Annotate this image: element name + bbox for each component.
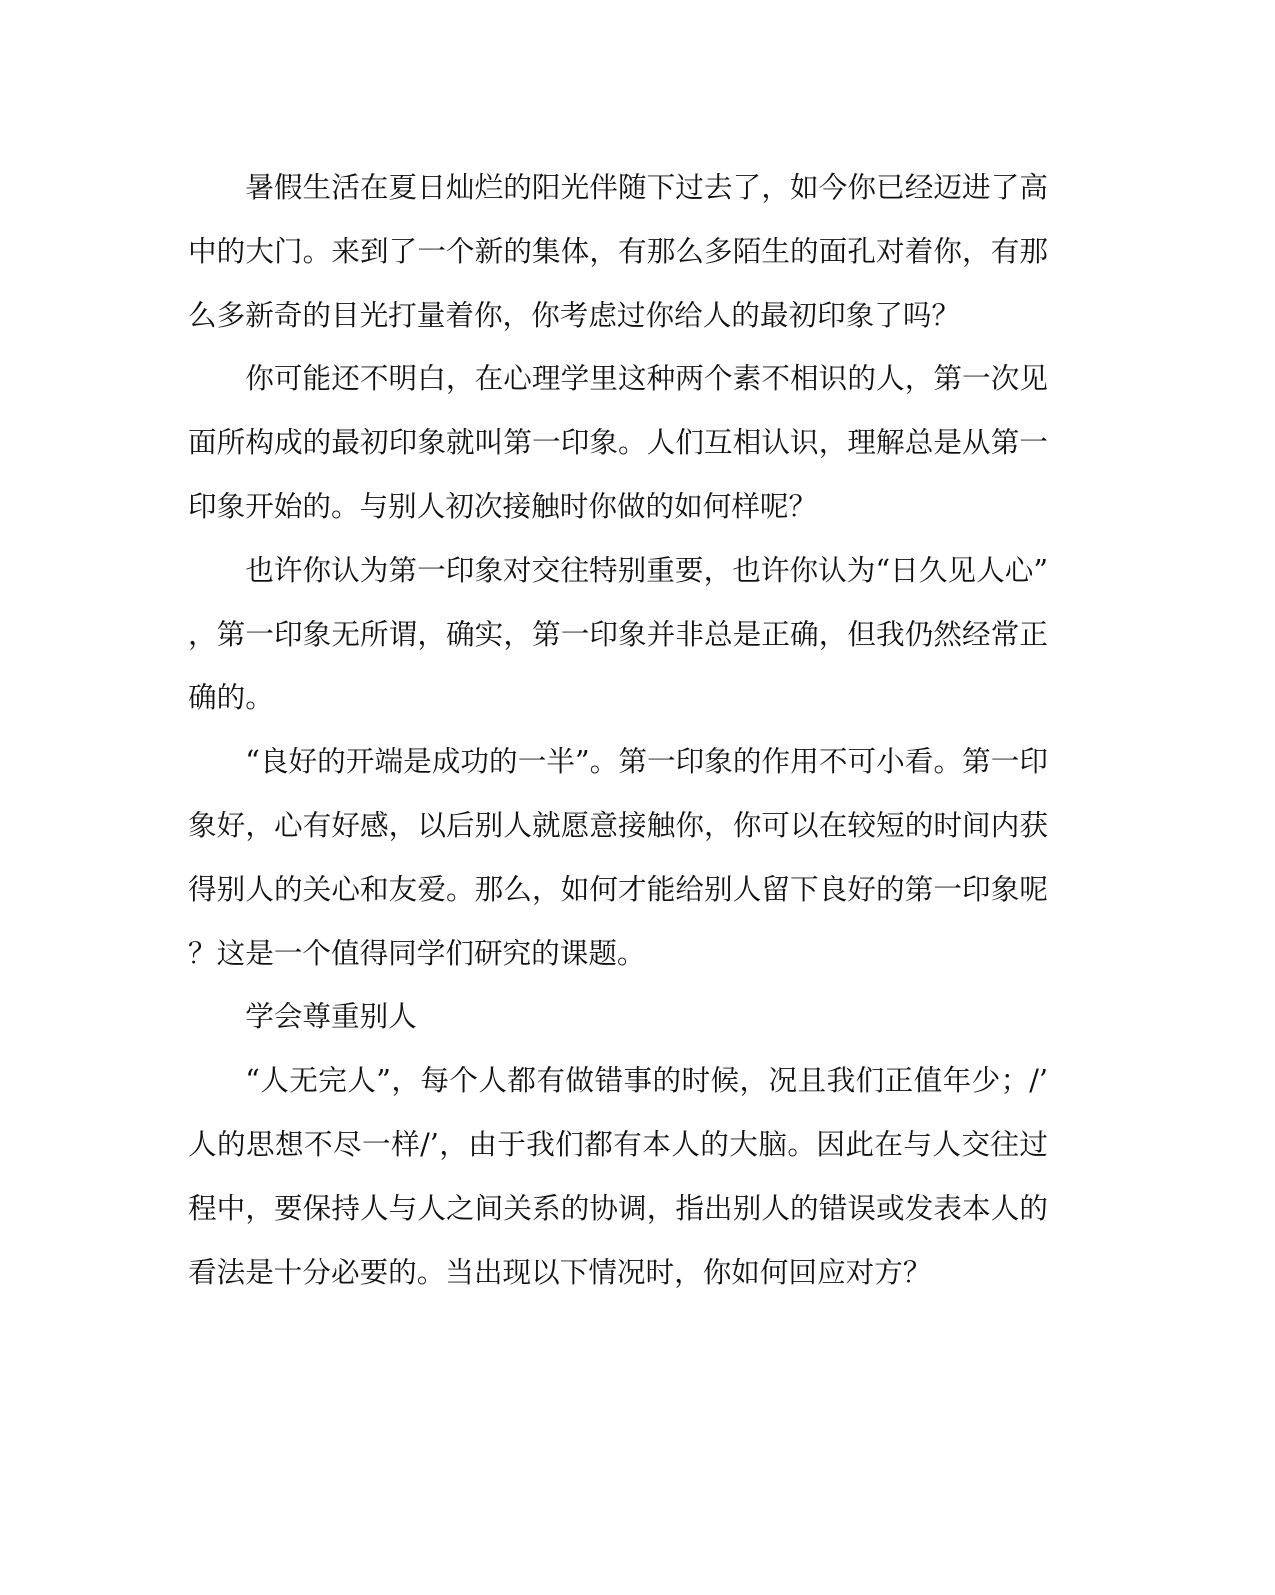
paragraph-good-start: “良好的开端是成功的一半”。第一印象的作用不可小看。第一印象好，心有好感，以后别人就愿意接触你，你可以在较短的时间内获得别人的关心和友爱。那么，如何才能给别人留下良好的第一印象呢？这是一个值得同学们研究的课题。 (188, 744, 1048, 970)
paragraph-intro: 暑假生活在夏日灿烂的阳光伴随下过去了，如今你已经迈进了高中的大门。来到了一个新的集体，有那么多陌生的面孔对着你，有那么多新奇的目光打量着你，你考虑过你给人的最初印象了吗？ (188, 170, 1048, 332)
paragraph-first-impression-definition: 你可能还不明白，在心理学里这种两个素不相识的人，第一次见面所构成的最初印象就叫第一印象。人们互相认识，理解总是从第一印象开始的。与别人初次接触时你做的如何样呢？ (188, 361, 1048, 523)
section-heading-respect: 学会尊重别人 (245, 999, 417, 1034)
document-body (188, 156, 1048, 1304)
paragraph-importance: 也许你认为第一印象对交往特别重要，也许你认为“日久见人心”，第一印象无所谓，确实，第一印象并非总是正确，但我仍然经常正确的。 (188, 552, 1048, 715)
paragraph-respect: “人无完人”，每个人都有做错事的时候，况且我们正值年少；/’人的思想不尽一样/’，由于我们都有本人的大脑。因此在与人交往过程中，要保持人与人之间关系的协调，指出别人的错误或发表本人的看法是十分必要的。当出现以下情况时，你如何回应对方？ (188, 1063, 1048, 1289)
